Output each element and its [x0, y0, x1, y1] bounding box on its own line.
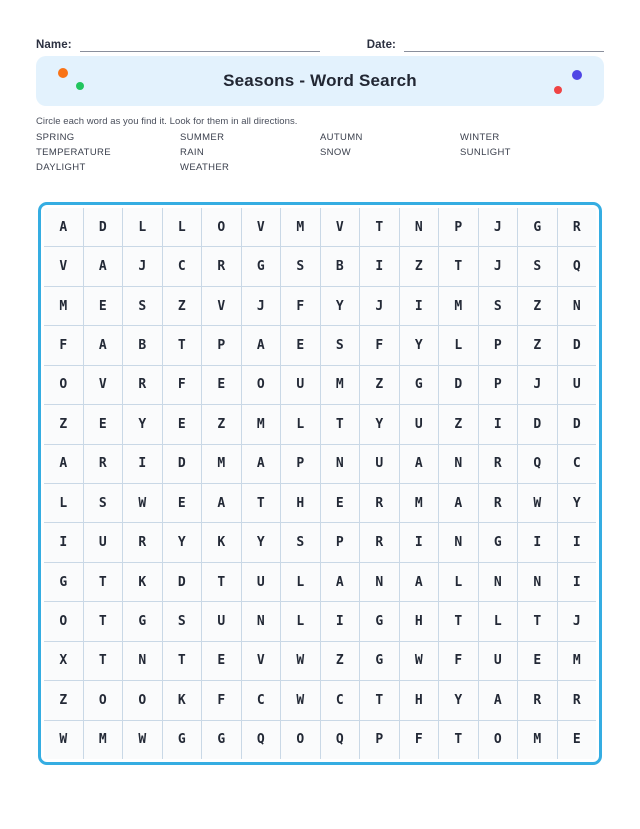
grid-cell[interactable]: K — [202, 523, 241, 561]
grid-cell[interactable]: N — [558, 287, 597, 325]
grid-cell[interactable]: O — [281, 721, 320, 759]
grid-cell[interactable]: M — [400, 484, 439, 522]
word-list-item[interactable]: WINTER — [460, 132, 500, 143]
grid-cell[interactable]: A — [321, 563, 360, 601]
grid-cell[interactable]: A — [400, 445, 439, 483]
grid-cell[interactable]: E — [281, 326, 320, 364]
grid-cell[interactable]: M — [44, 287, 83, 325]
grid-cell[interactable]: P — [479, 366, 518, 404]
grid-cell[interactable]: O — [44, 366, 83, 404]
word-list-row — [36, 160, 604, 175]
grid-cell[interactable]: R — [123, 366, 162, 404]
grid-cell[interactable]: S — [163, 602, 202, 640]
grid-cell[interactable]: I — [558, 563, 597, 601]
grid-cell[interactable]: A — [84, 326, 123, 364]
grid-cell[interactable]: S — [281, 523, 320, 561]
grid-cell[interactable]: Q — [558, 247, 597, 285]
grid-cell[interactable]: M — [242, 405, 281, 443]
grid-cell[interactable]: Z — [321, 642, 360, 680]
grid-cell[interactable]: G — [163, 721, 202, 759]
grid-cell[interactable]: B — [123, 326, 162, 364]
grid-cell[interactable]: V — [242, 642, 281, 680]
grid-cell[interactable]: Y — [123, 405, 162, 443]
grid-cell[interactable]: S — [123, 287, 162, 325]
grid-cell[interactable]: Y — [242, 523, 281, 561]
grid-cell[interactable]: O — [479, 721, 518, 759]
word-list-item[interactable]: SPRING — [36, 132, 75, 143]
grid-cell[interactable]: C — [321, 681, 360, 719]
grid-cell[interactable]: L — [163, 208, 202, 246]
grid-cell[interactable]: A — [44, 445, 83, 483]
grid-cell[interactable]: F — [202, 681, 241, 719]
grid-cell[interactable]: O — [44, 602, 83, 640]
grid-cell[interactable]: H — [400, 602, 439, 640]
grid-cell[interactable]: L — [439, 563, 478, 601]
grid-cell[interactable]: U — [281, 366, 320, 404]
grid-cell[interactable]: J — [518, 366, 557, 404]
name-date-row — [0, 30, 640, 52]
grid-cell[interactable]: T — [242, 484, 281, 522]
word-list-item[interactable]: SUNLIGHT — [460, 147, 511, 158]
grid-cell[interactable]: U — [479, 642, 518, 680]
grid-cell[interactable]: R — [518, 681, 557, 719]
grid-cell[interactable]: P — [439, 208, 478, 246]
word-search-grid[interactable] — [44, 208, 596, 759]
grid-cell[interactable]: J — [242, 287, 281, 325]
grid-cell[interactable]: D — [439, 366, 478, 404]
grid-cell[interactable]: W — [518, 484, 557, 522]
grid-cell[interactable]: M — [202, 445, 241, 483]
grid-cell[interactable]: Z — [400, 247, 439, 285]
grid-cell[interactable]: T — [84, 602, 123, 640]
date-label: Date: — [366, 39, 396, 51]
grid-cell[interactable]: U — [202, 602, 241, 640]
grid-cell[interactable]: T — [439, 721, 478, 759]
grid-cell[interactable]: A — [242, 326, 281, 364]
word-list — [36, 130, 604, 175]
grid-cell[interactable]: A — [84, 247, 123, 285]
grid-cell[interactable]: Z — [518, 326, 557, 364]
grid-cell[interactable]: R — [479, 484, 518, 522]
grid-cell[interactable]: P — [321, 523, 360, 561]
grid-cell[interactable]: S — [321, 326, 360, 364]
grid-cell[interactable]: A — [479, 681, 518, 719]
grid-cell[interactable]: F — [360, 326, 399, 364]
grid-cell[interactable]: E — [518, 642, 557, 680]
grid-cell[interactable]: W — [281, 681, 320, 719]
grid-cell[interactable]: S — [84, 484, 123, 522]
grid-cell[interactable]: G — [400, 366, 439, 404]
grid-cell[interactable]: U — [84, 523, 123, 561]
word-list-row — [36, 130, 604, 145]
grid-cell[interactable]: W — [400, 642, 439, 680]
grid-cell[interactable]: K — [123, 563, 162, 601]
grid-cell[interactable]: X — [44, 642, 83, 680]
grid-cell[interactable]: E — [163, 484, 202, 522]
grid-cell[interactable]: O — [84, 681, 123, 719]
grid-cell[interactable]: Y — [321, 287, 360, 325]
grid-cell[interactable]: J — [479, 247, 518, 285]
grid-cell[interactable]: Y — [439, 681, 478, 719]
name-label: Name: — [36, 39, 72, 51]
grid-cell[interactable]: N — [242, 602, 281, 640]
grid-cell[interactable]: R — [479, 445, 518, 483]
grid-cell[interactable]: J — [360, 287, 399, 325]
grid-cell[interactable]: F — [439, 642, 478, 680]
grid-cell[interactable]: Y — [163, 523, 202, 561]
grid-cell[interactable]: E — [558, 721, 597, 759]
grid-cell[interactable]: P — [360, 721, 399, 759]
word-list-item[interactable]: WEATHER — [180, 162, 230, 173]
grid-cell[interactable]: H — [400, 681, 439, 719]
grid-cell[interactable]: A — [242, 445, 281, 483]
grid-cell[interactable]: P — [202, 326, 241, 364]
grid-cell[interactable]: E — [202, 366, 241, 404]
grid-cell[interactable]: I — [123, 445, 162, 483]
grid-cell[interactable]: Z — [163, 287, 202, 325]
grid-cell[interactable]: N — [400, 208, 439, 246]
grid-cell[interactable]: G — [123, 602, 162, 640]
grid-cell[interactable]: O — [202, 208, 241, 246]
grid-cell[interactable]: A — [44, 208, 83, 246]
grid-cell[interactable]: U — [558, 366, 597, 404]
grid-cell[interactable]: D — [163, 563, 202, 601]
grid-cell[interactable]: T — [321, 405, 360, 443]
word-list-item[interactable]: DAYLIGHT — [36, 162, 86, 173]
grid-cell[interactable]: G — [242, 247, 281, 285]
grid-cell[interactable]: I — [321, 602, 360, 640]
grid-cell[interactable]: Z — [202, 405, 241, 443]
grid-cell[interactable]: I — [400, 523, 439, 561]
grid-cell[interactable]: Z — [518, 287, 557, 325]
grid-cell[interactable]: T — [439, 247, 478, 285]
grid-cell[interactable]: L — [281, 563, 320, 601]
grid-cell[interactable]: P — [281, 445, 320, 483]
grid-cell[interactable]: Z — [44, 681, 83, 719]
grid-cell[interactable]: Y — [400, 326, 439, 364]
grid-cell[interactable]: M — [321, 366, 360, 404]
grid-cell[interactable]: Q — [518, 445, 557, 483]
grid-cell[interactable]: V — [242, 208, 281, 246]
grid-cell[interactable]: O — [242, 366, 281, 404]
grid-cell[interactable]: T — [202, 563, 241, 601]
orange-dot-icon — [58, 68, 68, 78]
grid-cell[interactable]: I — [518, 523, 557, 561]
grid-cell[interactable]: E — [202, 642, 241, 680]
grid-cell[interactable]: K — [163, 681, 202, 719]
green-dot-icon — [76, 82, 84, 90]
word-list-item[interactable]: SNOW — [320, 147, 351, 158]
word-list-item[interactable]: RAIN — [180, 147, 205, 158]
grid-cell[interactable]: Q — [321, 721, 360, 759]
grid-cell[interactable]: W — [123, 721, 162, 759]
grid-cell[interactable]: M — [439, 287, 478, 325]
grid-cell[interactable]: D — [518, 405, 557, 443]
grid-cell[interactable]: W — [281, 642, 320, 680]
grid-cell[interactable]: R — [123, 523, 162, 561]
grid-cell[interactable]: E — [84, 287, 123, 325]
grid-cell[interactable]: T — [163, 326, 202, 364]
grid-cell[interactable]: N — [123, 642, 162, 680]
grid-cell[interactable]: F — [44, 326, 83, 364]
grid-cell[interactable]: Z — [44, 405, 83, 443]
grid-cell[interactable]: R — [558, 208, 597, 246]
grid-cell[interactable]: R — [558, 681, 597, 719]
page-title: Seasons - Word Search — [223, 71, 417, 90]
grid-cell[interactable]: N — [321, 445, 360, 483]
grid-cell[interactable]: G — [360, 642, 399, 680]
grid-cell[interactable]: W — [44, 721, 83, 759]
grid-cell[interactable]: R — [84, 445, 123, 483]
grid-cell[interactable]: D — [84, 208, 123, 246]
grid-cell[interactable]: V — [321, 208, 360, 246]
title-banner — [36, 56, 604, 106]
grid-cell[interactable]: I — [400, 287, 439, 325]
grid-cell[interactable]: L — [479, 602, 518, 640]
grid-cell[interactable]: M — [558, 642, 597, 680]
word-list-empty — [460, 160, 600, 175]
grid-cell[interactable]: Y — [558, 484, 597, 522]
word-list-item[interactable]: SUMMER — [180, 132, 225, 143]
grid-cell[interactable]: I — [44, 523, 83, 561]
grid-cell[interactable]: V — [202, 287, 241, 325]
grid-cell[interactable]: R — [360, 523, 399, 561]
grid-cell[interactable]: T — [360, 681, 399, 719]
grid-cell[interactable]: J — [558, 602, 597, 640]
grid-cell[interactable]: N — [360, 563, 399, 601]
grid-cell[interactable]: T — [360, 208, 399, 246]
word-list-item[interactable]: TEMPERATURE — [36, 147, 111, 158]
name-write-line[interactable] — [80, 37, 320, 52]
grid-cell[interactable]: E — [84, 405, 123, 443]
grid-cell[interactable]: C — [242, 681, 281, 719]
grid-cell[interactable]: M — [518, 721, 557, 759]
red-dot-icon — [554, 86, 562, 94]
grid-cell[interactable]: D — [163, 445, 202, 483]
word-list-row — [36, 145, 604, 160]
grid-cell[interactable]: Q — [242, 721, 281, 759]
grid-cell[interactable]: U — [360, 445, 399, 483]
grid-cell[interactable]: W — [123, 484, 162, 522]
grid-cell[interactable]: T — [439, 602, 478, 640]
grid-cell[interactable]: N — [518, 563, 557, 601]
grid-cell[interactable]: T — [163, 642, 202, 680]
blue-dot-icon — [572, 70, 582, 80]
grid-cell[interactable]: Z — [439, 405, 478, 443]
grid-cell[interactable]: F — [400, 721, 439, 759]
grid-cell[interactable]: G — [202, 721, 241, 759]
grid-cell[interactable]: C — [163, 247, 202, 285]
grid-cell[interactable]: C — [558, 445, 597, 483]
grid-cell[interactable]: I — [360, 247, 399, 285]
grid-cell[interactable]: M — [281, 208, 320, 246]
grid-cell[interactable]: A — [202, 484, 241, 522]
grid-cell[interactable]: B — [321, 247, 360, 285]
grid-cell[interactable]: T — [518, 602, 557, 640]
grid-cell[interactable]: T — [84, 642, 123, 680]
word-list-item[interactable]: AUTUMN — [320, 132, 363, 143]
grid-cell[interactable]: N — [439, 445, 478, 483]
grid-cell[interactable]: J — [479, 208, 518, 246]
grid-cell[interactable]: L — [123, 208, 162, 246]
grid-cell[interactable]: O — [123, 681, 162, 719]
grid-cell[interactable]: J — [123, 247, 162, 285]
grid-cell[interactable]: U — [242, 563, 281, 601]
word-search-grid-container — [38, 202, 602, 765]
grid-cell[interactable]: A — [400, 563, 439, 601]
grid-cell[interactable]: U — [400, 405, 439, 443]
grid-cell[interactable]: V — [44, 247, 83, 285]
grid-cell[interactable]: F — [163, 366, 202, 404]
grid-cell[interactable]: F — [281, 287, 320, 325]
grid-cell[interactable]: N — [439, 523, 478, 561]
grid-cell[interactable]: S — [479, 287, 518, 325]
grid-cell[interactable]: E — [321, 484, 360, 522]
grid-cell[interactable]: G — [518, 208, 557, 246]
grid-cell[interactable]: D — [558, 326, 597, 364]
grid-cell[interactable]: I — [558, 523, 597, 561]
grid-cell[interactable]: D — [558, 405, 597, 443]
grid-cell[interactable]: L — [439, 326, 478, 364]
grid-cell[interactable]: Z — [360, 366, 399, 404]
word-list-empty — [320, 160, 460, 175]
grid-cell[interactable]: I — [479, 405, 518, 443]
grid-cell[interactable]: G — [479, 523, 518, 561]
grid-cell[interactable]: S — [518, 247, 557, 285]
grid-cell[interactable]: A — [439, 484, 478, 522]
grid-cell[interactable]: R — [360, 484, 399, 522]
grid-cell[interactable]: N — [479, 563, 518, 601]
grid-cell[interactable]: Y — [360, 405, 399, 443]
grid-cell[interactable]: H — [281, 484, 320, 522]
grid-cell[interactable]: E — [163, 405, 202, 443]
grid-cell[interactable]: L — [44, 484, 83, 522]
grid-cell[interactable]: R — [202, 247, 241, 285]
grid-cell[interactable]: P — [479, 326, 518, 364]
grid-cell[interactable]: L — [281, 405, 320, 443]
instructions-text: Circle each word as you find it. Look for them in all directions. — [36, 116, 298, 127]
date-write-line[interactable] — [404, 37, 604, 52]
grid-cell[interactable]: M — [84, 721, 123, 759]
grid-cell[interactable]: G — [44, 563, 83, 601]
grid-cell[interactable]: S — [281, 247, 320, 285]
grid-cell[interactable]: T — [84, 563, 123, 601]
grid-cell[interactable]: L — [281, 602, 320, 640]
grid-cell[interactable]: V — [84, 366, 123, 404]
grid-cell[interactable]: G — [360, 602, 399, 640]
